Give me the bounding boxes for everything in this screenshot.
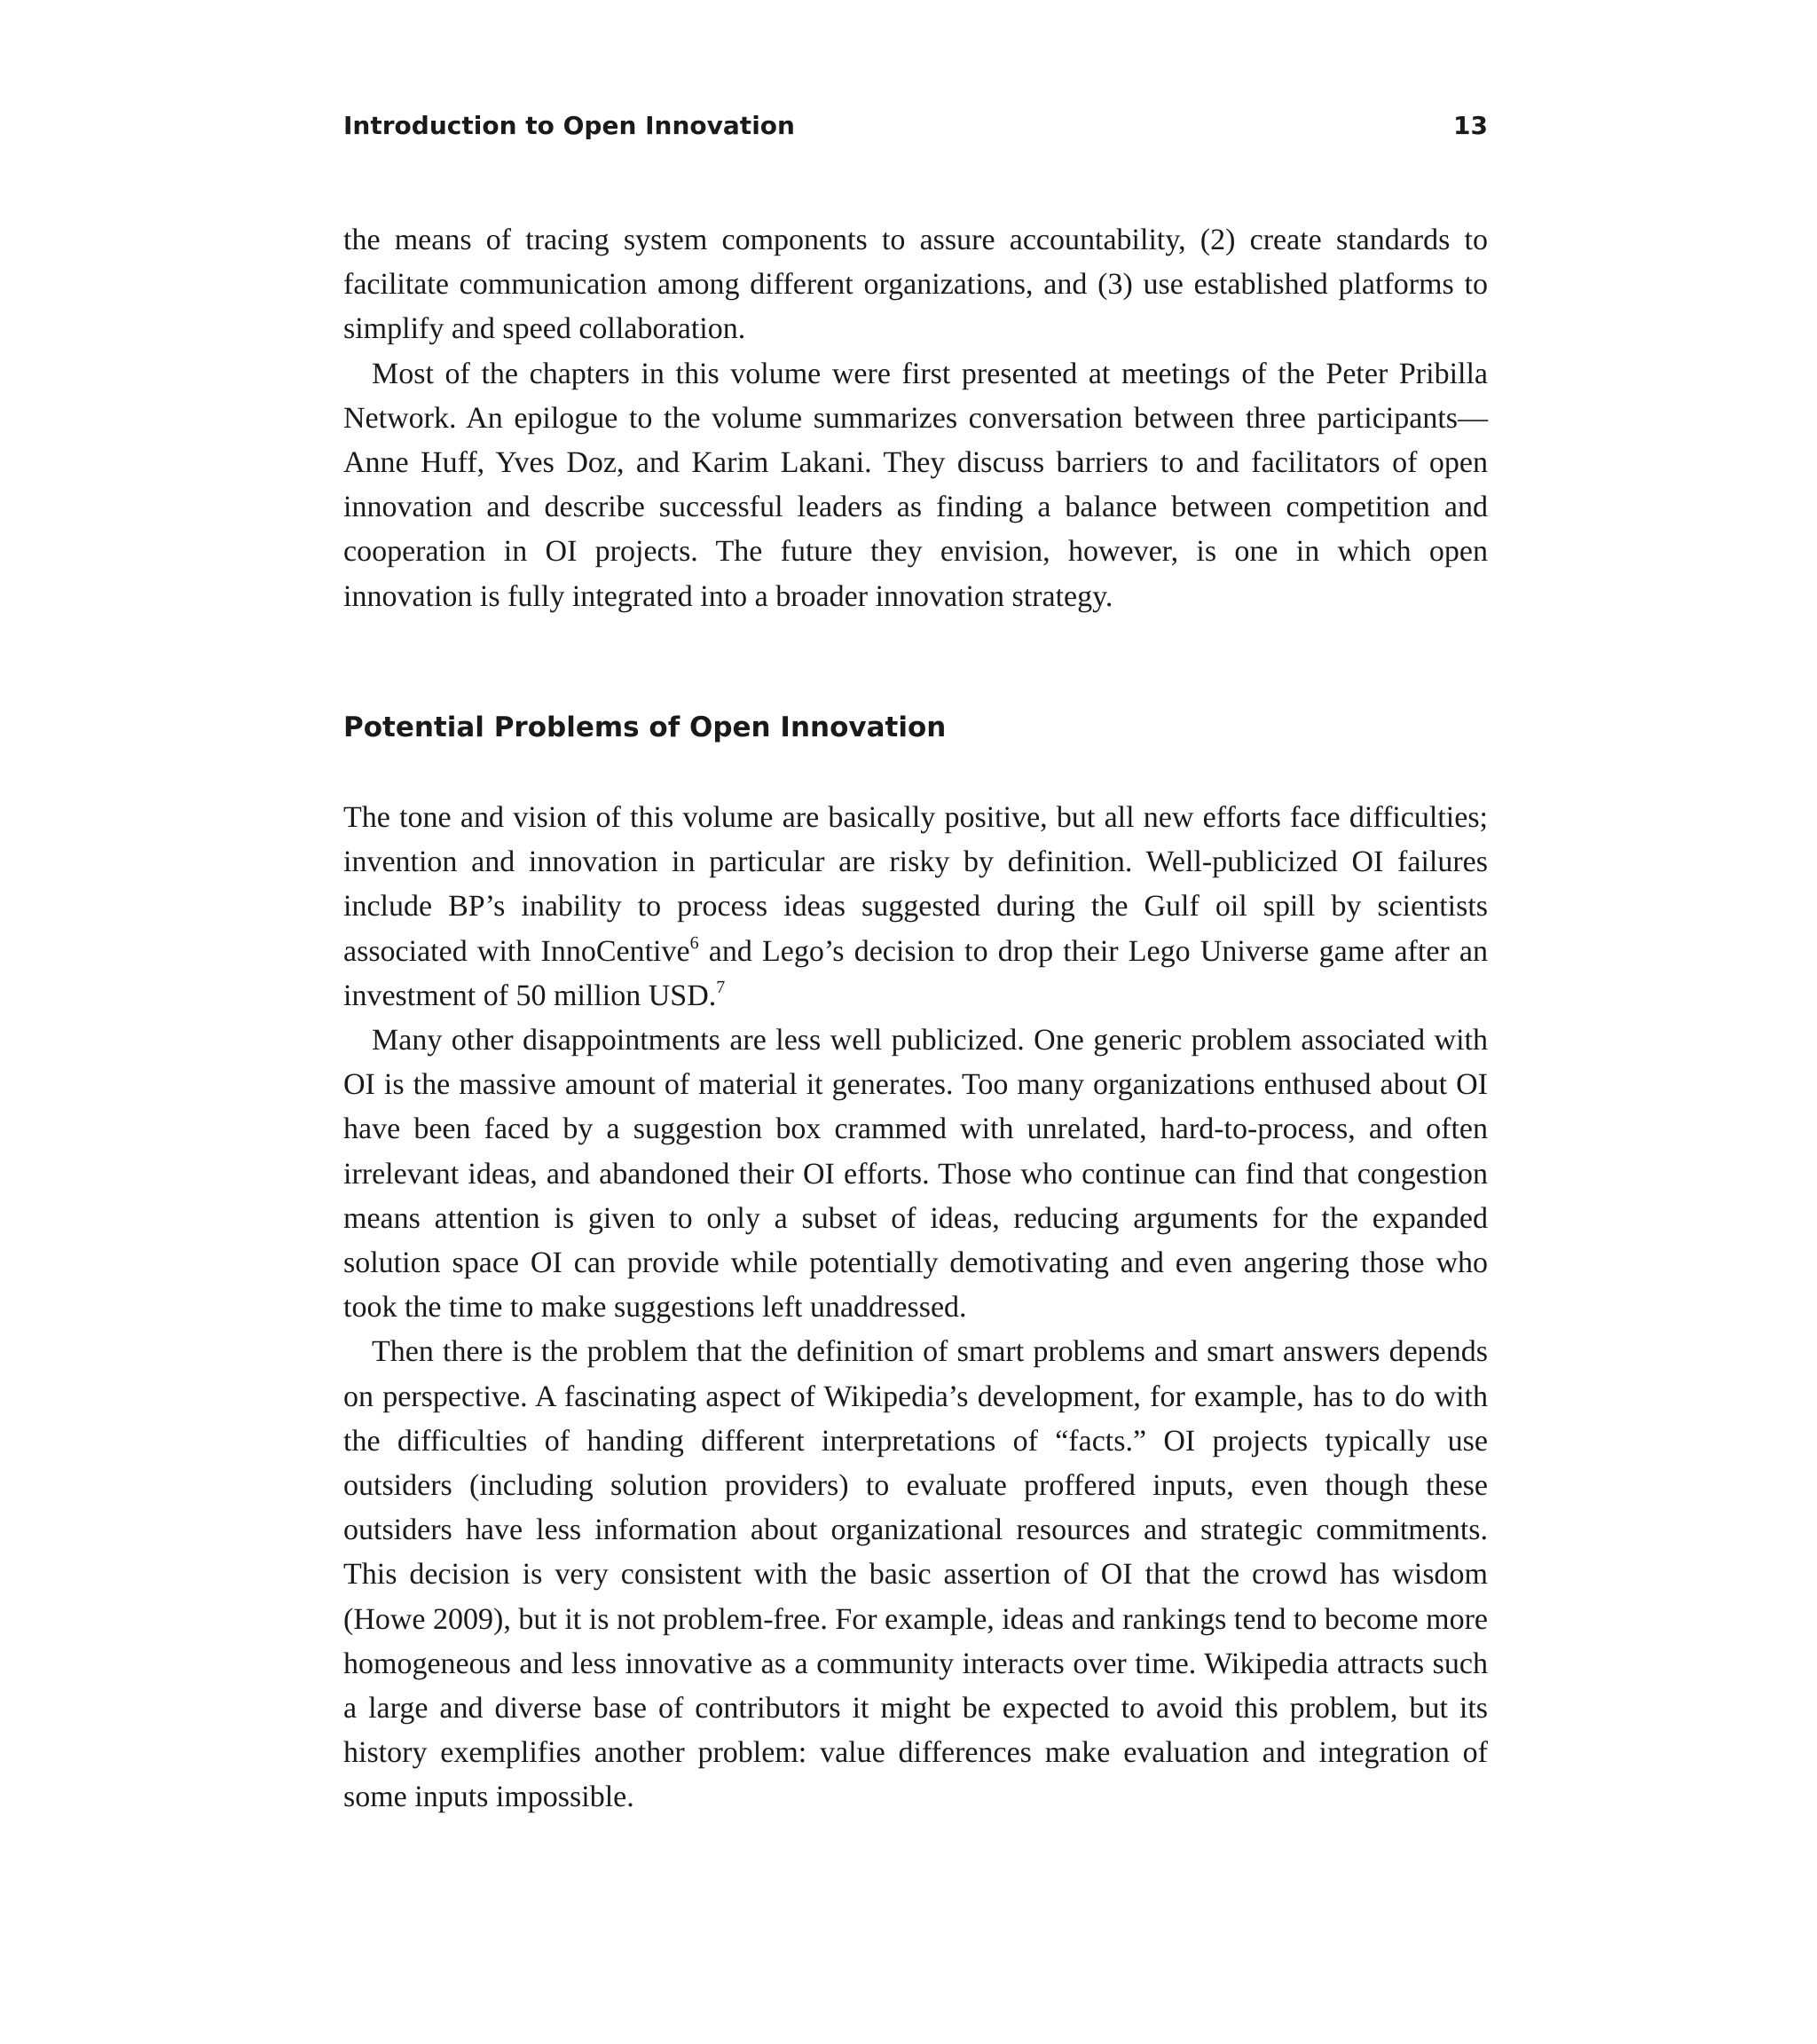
paragraph-oi-failures-text-a: The tone and vision of this volume are basically positive, but all new efforts face difficulties; invention and innovation in particular are risky by definition. Well-publicized OI failures include BP’s inability to process ideas suggested during the Gulf oil spill by scientists associated with InnoCentive bbox=[343, 801, 1488, 968]
paragraph-oi-failures bbox=[343, 796, 1488, 1018]
paragraph-perspective: Then there is the problem that the definition of smart problems and smart answers depends on perspective. A fascinating aspect of Wikipedia’s development, for example, has to do with the difficulties of handing different interpretations of “facts.” OI projects typically use outsiders (including solution providers) to evaluate proffered inputs, even though these outsiders have less information about organizational resources and strategic commitments. This decision is very consistent with the basic assertion of OI that the crowd has wisdom (Howe 2009), but it is not problem-free. For example, ideas and rankings tend to become more homogeneous and less innovative as a community interacts over time. Wikipedia attracts such a large and diverse base of contributors it might be expected to avoid this problem, but its history exemplifies another problem: value differences make evaluation and integration of some inputs impossible. bbox=[343, 1335, 1488, 1814]
section-2-body bbox=[343, 796, 1488, 1820]
running-head-title: Introduction to Open Innovation bbox=[343, 111, 795, 140]
running-head bbox=[343, 108, 1488, 144]
page-number: 13 bbox=[1453, 111, 1488, 140]
paragraph-oi-failures-text-b: and Lego’s decision to drop their Lego Universe game after an investment of 50 million USD. bbox=[343, 934, 1488, 1012]
section-heading: Potential Problems of Open Innovation bbox=[343, 711, 947, 743]
paragraph-disappointments: Many other disappointments are less well publicized. One generic problem associated with OI is the massive amount of material it generates. Too many organizations enthused about OI have been faced by a suggestion box crammed with unrelated, hard-to-process, and often irrelevant ideas, and abandoned their OI efforts. Those who continue can find that congestion means attention is given to only a subset of ideas, reducing arguments for the expanded solution space OI can provide while potentially demotivating and even angering those who took the time to make suggestions left unaddressed. bbox=[343, 1024, 1488, 1325]
paragraph-continued: the means of tracing system components to assure accountability, (2) create standards to facilitate communication among different organizations, and (3) use established platforms to simplify and speed collaboration. bbox=[343, 224, 1488, 346]
footnote-ref-7: 7 bbox=[716, 977, 726, 997]
paragraph-epilogue: Most of the chapters in this volume were first presented at meetings of the Peter Pribilla Network. An epilogue to the volume summarizes conversation between three participants—Anne Huff, Yves Doz, and Karim Lakani. They discuss barriers to and facilitators of open innovation and describe successful leaders as finding a balance between competition and cooperation in OI projects. The future they envision, however, is one in which open innovation is fully integrated into a broader innovation strategy. bbox=[343, 357, 1488, 613]
section-1-body bbox=[343, 218, 1488, 619]
footnote-ref-6: 6 bbox=[689, 932, 699, 953]
